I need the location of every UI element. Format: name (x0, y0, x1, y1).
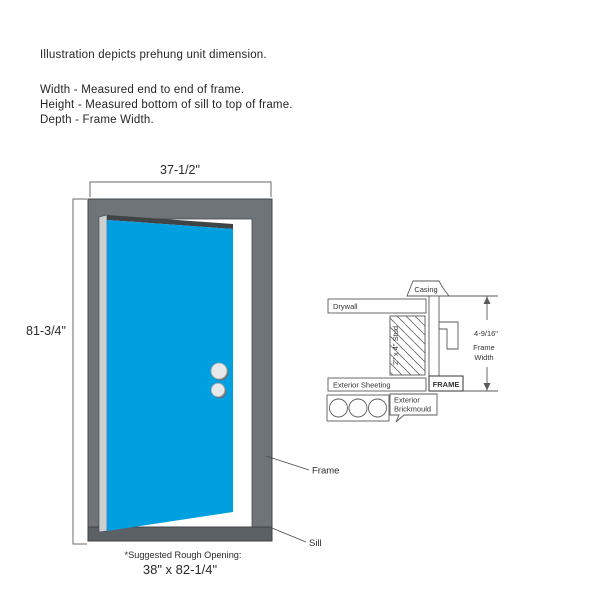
arrowhead-down-icon (484, 383, 491, 391)
sill-leader-line (272, 528, 306, 542)
height-dimension-bracket (73, 199, 87, 544)
arrowhead-up-icon (484, 297, 491, 305)
description-height: Height - Measured bottom of sill to top of frame. (40, 99, 293, 111)
width-dimension-bracket (90, 182, 271, 197)
rough-opening-title: *Suggested Rough Opening: (124, 550, 242, 560)
drywall-label: Drywall (333, 302, 358, 311)
description-title: Illustration depicts prehung unit dimension. (40, 49, 267, 61)
sheeting-label: Exterior Sheeting (333, 380, 391, 390)
door-hinge-edge (99, 215, 107, 532)
frame-jamb-leg (429, 296, 439, 376)
description-depth: Depth - Frame Width. (40, 114, 154, 126)
brickmould-circle-3 (369, 399, 387, 417)
sill-label: Sill (309, 538, 322, 549)
casing-label: Casing (414, 285, 438, 294)
door-knob (211, 383, 225, 397)
width-dimension-label: 37-1/2" (160, 163, 200, 177)
brickmould-circle-2 (349, 399, 367, 417)
frame-label: Frame (312, 465, 340, 477)
brickmould-label-1: Exterior (394, 395, 420, 405)
frame-width-label-2: Width (474, 353, 494, 362)
description-width: Width - Measured end to end of frame. (40, 84, 245, 96)
rough-opening-value: 38" x 82-1/4" (142, 562, 218, 577)
brickmould-label-2: Brickmould (394, 404, 432, 414)
stud-label: 2" x 4" Stud (391, 325, 400, 366)
frame-width-dim: 4-9/16" (474, 329, 498, 338)
height-dimension-label: 81-3/4" (26, 324, 66, 338)
frame-width-label-1: Frame (473, 343, 495, 352)
brickmould-circle-1 (330, 399, 348, 417)
deadbolt-knob (211, 363, 227, 379)
frame-section-label: FRAME (432, 380, 460, 389)
frame-kerf-profile (439, 322, 458, 349)
cross-section (327, 281, 498, 422)
